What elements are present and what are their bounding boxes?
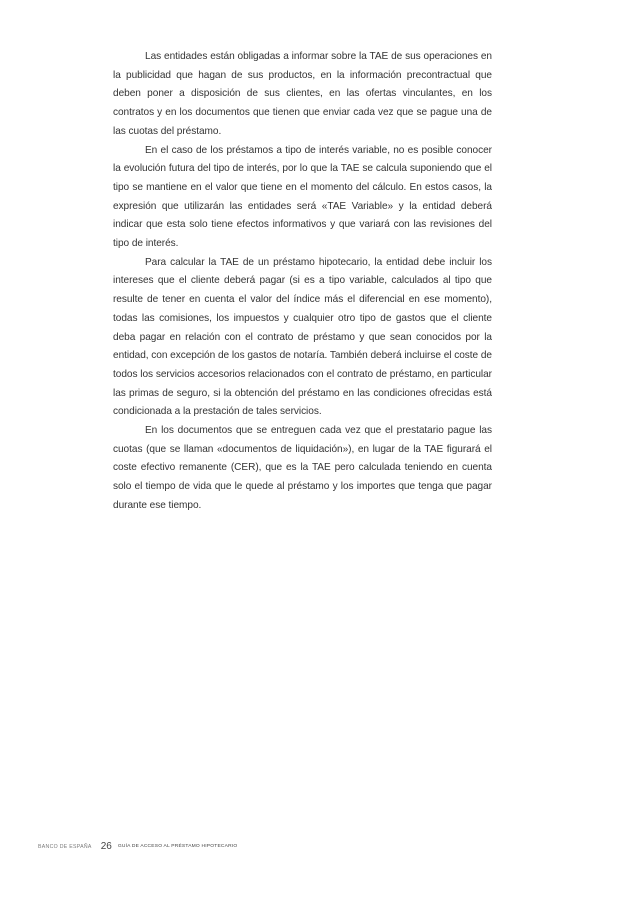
- footer-document-title: GUÍA DE ACCESO AL PRÉSTAMO HIPOTECARIO: [117, 844, 238, 849]
- paragraph-tae-variable: En el caso de los préstamos a tipo de interés variable, no es posible conocer la evolución futura del tipo de interés, por lo que la TAE se calcula suponiendo que el tipo se mantiene en el valor que tiene en el momento del cálculo. En estos casos, la expresión que utilizarán las entidades será «TAE Variable» y la entidad deberá indicar que esta solo tiene efectos informativos y que variará con las revisiones del tipo de interés.: [113, 144, 492, 250]
- paragraph-calculo-tae: Para calcular la TAE de un préstamo hipotecario, la entidad debe incluir los intereses que el cliente deberá pagar (si es a tipo variable, calculados al tipo que resulte de tener en cuenta el valor del índice más el diferencial en ese momento), todas las comisiones, los impuestos y cualquier otro tipo de gastos que el cliente deba pagar en relación con el contrato de préstamo y que sean conocidos por la entidad, con excepción de los gastos de notaría. También deberá incluirse el coste de todos los servicios accesorios relacionados con el contrato de préstamo, en particular las primas de seguro, si la obtención del préstamo en las condiciones ofrecidas está condicionada a la prestación de tales servicios.: [113, 256, 492, 418]
- page-footer: [38, 841, 237, 852]
- footer-organization: BANCO DE ESPAÑA: [38, 843, 92, 850]
- body-text: [113, 48, 492, 516]
- paragraph-coste-efectivo-remanente: En los documentos que se entreguen cada vez que el prestatario pague las cuotas (que se llaman «documentos de liquidación»), en lugar de la TAE figurará el coste efectivo remanente (CER), que es la TAE pero calculada teniendo en cuenta solo el tiempo de vida que le quede al préstamo y los importes que tenga que pagar durante ese tiempo.: [113, 425, 492, 511]
- paragraph-tae-informacion: Las entidades están obligadas a informar sobre la TAE de sus operaciones en la publicidad que hagan de sus productos, en la información precontractual que deben poner a disposición de sus clientes, en las ofertas vinculantes, en los contratos y en los documentos que tienen que enviar cada vez que se pague una de las cuotas del préstamo.: [113, 51, 492, 137]
- page-number: 26: [100, 841, 112, 852]
